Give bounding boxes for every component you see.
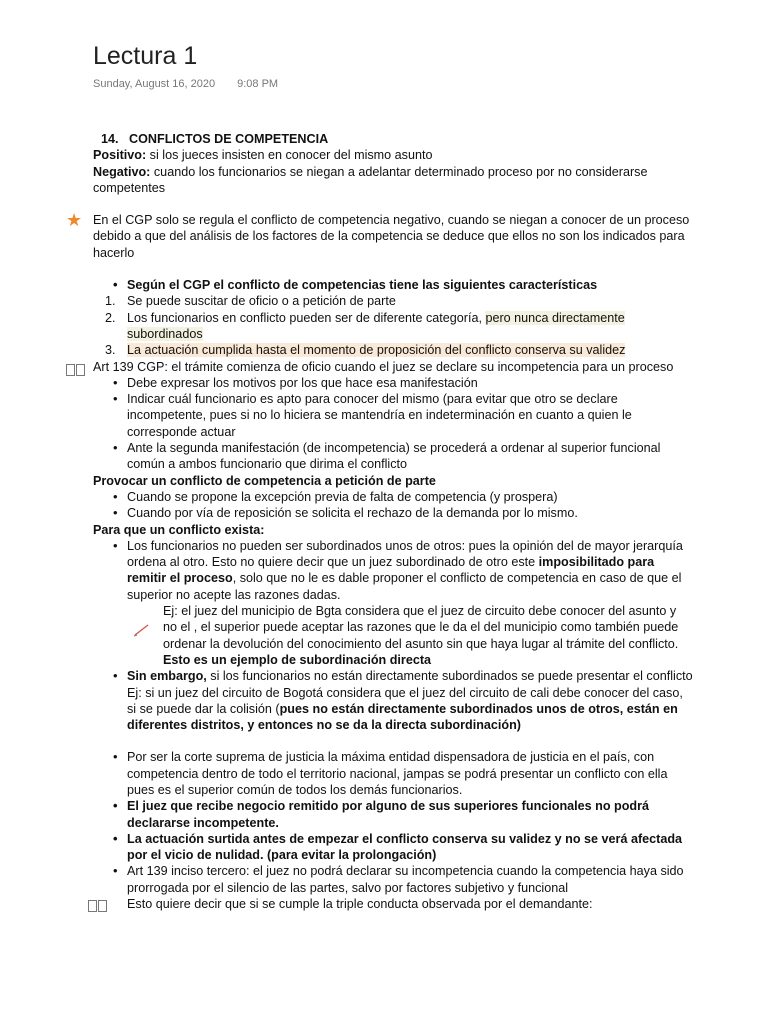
page-title: Lectura 1 (93, 42, 198, 70)
list-item: 2. Los funcionarios en conflicto pueden ser de diferente categoría, pero nunca directamente subordinados (105, 310, 625, 341)
list-item: • El juez que recibe negocio remitido por alguno de sus superiores funcionales no podrá declararse incompetente. (93, 798, 693, 831)
art139-intro: Art 139 CGP: el trámite comienza de oficio cuando el juez se declare su incompetencia para un proceso (93, 359, 674, 374)
note-body (93, 131, 693, 912)
section-heading: 14. CONFLICTOS DE COMPETENCIA (101, 132, 329, 146)
list-item: • Según el CGP el conflicto de competencias tiene las siguientes características (93, 277, 693, 293)
list-item: • Por ser la corte suprema de justicia la máxima entidad dispensadora de justicia en el país, con competencia dentro de todo el territorio nacional, jampas se podrá presentar un conflicto con ella pues es el superior común de todos los demás funcionarios. (93, 749, 693, 798)
list-item: • Indicar cuál funcionario es apto para conocer del mismo (para evitar que otro se declare incompetente, pues si no lo hiciera se mantendría en indeterminación en cuanto a quien le corresponde actuar (93, 391, 693, 440)
highlight: pero nunca directamente subordinados (127, 310, 625, 341)
example-2: Ej: si un juez del circuito de Bogotá considera que el juez del circuito de cali debe conocer del caso, si se puede dar la colisión (pues no están directamente subordinados unos de otros, están en diferentes distritos, y entonces no se da la directa subordinación) (127, 685, 683, 733)
provocar-heading: Provocar un conflicto de competencia a petición de parte (93, 473, 436, 488)
example-1: Ej: el juez del municipio de Bgta considera que el juez de circuito debe conocer del asunto y no el , el superior puede aceptar las razones que le da el del municipio como también puede ordenar la devolución del conocimiento del asunto sin que haya lugar al trámite del conflicto. Esto es un ejemplo de subordinación directa (163, 604, 679, 667)
list-item: 1. Se puede suscitar de oficio o a petición de parte (105, 294, 396, 309)
positivo-line: Positivo: si los jueces insisten en conocer del mismo asunto (93, 148, 433, 163)
checkbox-icon[interactable] (66, 363, 86, 381)
page-date: Sunday, August 16, 2020 (93, 78, 216, 90)
list-item: • Debe expresar los motivos por los que hace esa manifestación (93, 375, 693, 391)
closing-line: Esto quiere decir que si se cumple la triple conducta observada por el demandante: (127, 897, 593, 912)
list-item: • Sin embargo, si los funcionarios no están directamente subordinados se puede presentar el conflicto (93, 668, 693, 684)
list-item: • Cuando se propone la excepción previa de falta de competencia (y prospera) (93, 489, 693, 505)
list-item: • Cuando por vía de reposición se solicita el rechazo de la demanda por lo mismo. (93, 505, 693, 521)
page-time: 9:08 PM (237, 78, 279, 90)
negativo-line: Negativo: cuando los funcionarios se niegan a adelantar determinado proceso por no considerarse competentes (93, 164, 648, 195)
list-item: • Ante la segunda manifestación (de incompetencia) se procederá a ordenar al superior funcional común a ambos funcionario que dirima el conflicto (93, 440, 693, 473)
list-item: • La actuación surtida antes de empezar el conflicto conserva su validez y no se verá afectada por el vicio de nulidad. (para evitar la prolongación) (93, 831, 693, 864)
star-icon[interactable]: ★ (66, 210, 83, 230)
cgp-note: En el CGP solo se regula el conflicto de competencia negativo, cuando se niegan a conocer de un proceso debido a que del análisis de los factores de la competencia se deduce que ellos no son los indicados para hacerlo (93, 213, 690, 260)
exista-heading: Para que un conflicto exista: (93, 522, 265, 537)
highlight: La actuación cumplida hasta el momento de proposición del conflicto conserva su validez (127, 343, 626, 358)
list-item: • Art 139 inciso tercero: el juez no podrá declarar su incompetencia cuando la competencia haya sido prorrogada por el silencio de las partes, salvo por factores subjetivo y funcional (93, 863, 693, 896)
page-timestamp (93, 78, 278, 90)
list-item: • Los funcionarios no pueden ser subordinados unos de otros: pues la opinión del de mayor jerarquía ordena al otro. Esto no quiere decir que un juez subordinado de otro este imposibilitado para remitir el proceso, solo que no le es dable proponer el conflicto de competencia en caso de que el superior no acepte las razones dadas. (93, 538, 693, 603)
list-item: 3. La actuación cumplida hasta el momento de proposición del conflicto conserva su validez (105, 343, 626, 358)
